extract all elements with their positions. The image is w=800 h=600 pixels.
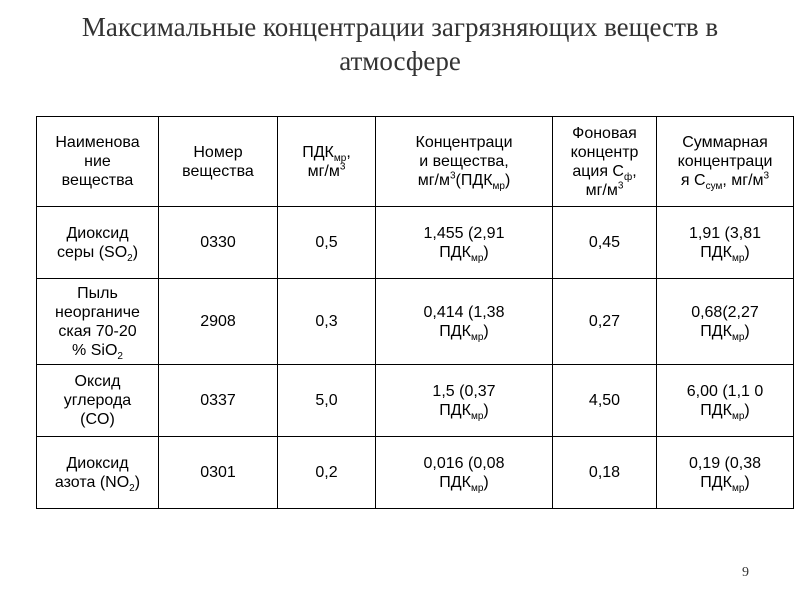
cell-substance-name	[37, 365, 159, 437]
header-background-line-2: концентр	[570, 143, 639, 161]
concentration-pdk-sub: мр	[470, 482, 484, 494]
cell-substance-name	[37, 207, 159, 279]
header-concentration-line-1: Концентраци	[415, 134, 513, 151]
slide-title-line-2: атмосфере	[339, 46, 461, 76]
substance-name-text: % SiO	[72, 341, 118, 359]
header-name-line: вещества	[61, 172, 134, 189]
concentration-tail: )	[483, 473, 489, 491]
concentration-line-2	[378, 243, 550, 262]
total-line-1: 0,19 (0,38	[688, 454, 762, 472]
cell-background: 0,27	[553, 279, 657, 365]
cell-pdk: 0,5	[278, 207, 376, 279]
header-background-line-3	[555, 162, 654, 181]
substance-name-line: неорганиче	[55, 303, 140, 321]
substance-name-line	[39, 473, 156, 492]
concentration-tail: )	[483, 322, 489, 340]
cell-background: 0,18	[553, 437, 657, 509]
header-total-sub: сум	[705, 181, 723, 193]
header-number-line: вещества	[182, 162, 254, 180]
header-background	[553, 117, 657, 207]
header-concentration-line-3	[378, 170, 550, 193]
cell-substance-name	[37, 437, 159, 509]
concentration-pdk-sub: мр	[470, 331, 484, 343]
slide-title	[40, 10, 760, 78]
total-pdk: ПДК	[700, 322, 732, 340]
header-background-unit-sup: 3	[617, 180, 624, 192]
cell-total	[657, 365, 794, 437]
concentration-pdk: ПДК	[439, 243, 471, 261]
total-line-1: 0,68(2,27	[691, 303, 759, 321]
substance-name-line: ская 70-20	[58, 322, 137, 340]
concentration-pdk: ПДК	[439, 473, 471, 491]
substance-name-tail: )	[134, 473, 141, 491]
total-pdk-sub: мр	[731, 482, 745, 494]
cell-background: 4,50	[553, 365, 657, 437]
header-total-line-3	[659, 170, 791, 193]
header-background-unit: мг/м	[585, 181, 618, 199]
cell-background: 0,45	[553, 207, 657, 279]
substance-name-line: (CO)	[80, 411, 115, 428]
cell-substance-number: 2908	[159, 279, 278, 365]
substance-name-line: Диоксид	[66, 224, 129, 242]
concentration-pdk: ПДК	[439, 401, 471, 419]
slide-title-line-1: Максимальные концентрации загрязняющих веществ в	[81, 12, 719, 42]
total-pdk-sub: мр	[731, 252, 745, 264]
concentration-tail: )	[483, 243, 489, 261]
table-row	[37, 207, 794, 279]
header-name	[37, 117, 159, 207]
total-line-1: 6,00 (1,1 0	[686, 382, 764, 400]
header-background-sub: ф	[623, 171, 633, 183]
substance-formula-sub: 2	[127, 252, 133, 264]
header-concentration	[376, 117, 553, 207]
total-line-2	[659, 243, 791, 262]
header-background-line-1: Фоновая	[572, 124, 637, 142]
cell-substance-number: 0330	[159, 207, 278, 279]
header-name-line: ние	[84, 153, 111, 170]
substance-formula-sub: 2	[117, 350, 123, 362]
table-row	[37, 437, 794, 509]
cell-concentration	[376, 365, 553, 437]
concentration-pdk: ПДК	[439, 322, 471, 340]
cell-pdk: 0,2	[278, 437, 376, 509]
total-tail: )	[744, 473, 750, 491]
total-tail: )	[744, 401, 750, 419]
header-background-line-4	[555, 181, 654, 200]
cell-total	[657, 207, 794, 279]
header-total-text: я С	[680, 172, 706, 189]
pollutants-table	[36, 116, 794, 509]
concentration-line-1: 0,414 (1,38	[423, 303, 505, 321]
cell-pdk: 5,0	[278, 365, 376, 437]
total-line-1: 1,91 (3,81	[688, 224, 762, 242]
header-pdk	[278, 117, 376, 207]
cell-concentration	[376, 207, 553, 279]
header-concentration-unit: мг/м	[417, 172, 450, 189]
header-concentration-line-2: и вещества,	[419, 153, 509, 170]
total-pdk-sub: мр	[731, 331, 745, 343]
total-tail: )	[744, 322, 750, 340]
table-row	[37, 279, 794, 365]
cell-substance-number: 0337	[159, 365, 278, 437]
header-background-comma: ,	[632, 162, 637, 180]
substance-name-line: Оксид	[74, 373, 121, 390]
header-concentration-paren: )	[504, 172, 511, 189]
concentration-line-1: 0,016 (0,08	[423, 454, 505, 472]
substance-name-text: азота (NO	[54, 473, 130, 491]
header-pdk-line-1	[280, 143, 373, 162]
concentration-line-1: 1,5 (0,37	[432, 382, 496, 400]
substance-name-line	[39, 243, 156, 262]
total-pdk: ПДК	[700, 243, 732, 261]
cell-concentration	[376, 279, 553, 365]
header-concentration-pdk-sub: мр	[492, 181, 505, 193]
total-line-2	[659, 401, 791, 420]
substance-name-line	[39, 341, 156, 360]
header-pdk-line-2	[280, 162, 373, 181]
cell-substance-number: 0301	[159, 437, 278, 509]
table-row	[37, 365, 794, 437]
total-pdk-sub: мр	[731, 410, 745, 422]
header-pdk-text: ПДК	[302, 143, 334, 161]
substance-name-line: Диоксид	[66, 454, 129, 472]
header-concentration-unit-sup: 3	[449, 170, 456, 182]
header-total-unit-sup: 3	[763, 170, 770, 182]
total-line-2	[659, 322, 791, 341]
concentration-line-1: 1,455 (2,91	[423, 224, 505, 242]
concentration-pdk-sub: мр	[470, 410, 484, 422]
header-number	[159, 117, 278, 207]
header-concentration-pdk: (ПДК	[455, 172, 493, 189]
substance-name-text: серы (SO	[56, 243, 128, 261]
total-pdk: ПДК	[700, 473, 732, 491]
table-header-row	[37, 117, 794, 207]
header-pdk-unit: мг/м	[307, 162, 340, 180]
header-pdk-comma: ,	[346, 143, 351, 161]
cell-total	[657, 279, 794, 365]
substance-name-line: углерода	[63, 392, 132, 409]
substance-name-tail: )	[132, 243, 139, 261]
concentration-pdk-sub: мр	[470, 252, 484, 264]
total-line-2	[659, 473, 791, 492]
header-pdk-unit-sup: 3	[339, 161, 346, 173]
cell-concentration	[376, 437, 553, 509]
header-background-text: ация С	[572, 162, 624, 180]
header-total-line-1: Суммарная	[682, 134, 768, 151]
header-total	[657, 117, 794, 207]
page-number: 9	[742, 565, 749, 580]
concentration-tail: )	[483, 401, 489, 419]
total-tail: )	[744, 243, 750, 261]
concentration-line-2	[378, 401, 550, 420]
header-name-line: Наименова	[55, 134, 140, 151]
header-number-line: Номер	[193, 143, 243, 161]
substance-formula-sub: 2	[129, 482, 135, 494]
header-pdk-subscript: мр	[333, 152, 347, 164]
header-total-line-2: концентраци	[677, 153, 773, 170]
cell-total	[657, 437, 794, 509]
total-pdk: ПДК	[700, 401, 732, 419]
cell-pdk: 0,3	[278, 279, 376, 365]
cell-substance-name	[37, 279, 159, 365]
concentration-line-2	[378, 322, 550, 341]
substance-name-line: Пыль	[77, 284, 118, 302]
header-total-unit: , мг/м	[722, 172, 764, 189]
concentration-line-2	[378, 473, 550, 492]
